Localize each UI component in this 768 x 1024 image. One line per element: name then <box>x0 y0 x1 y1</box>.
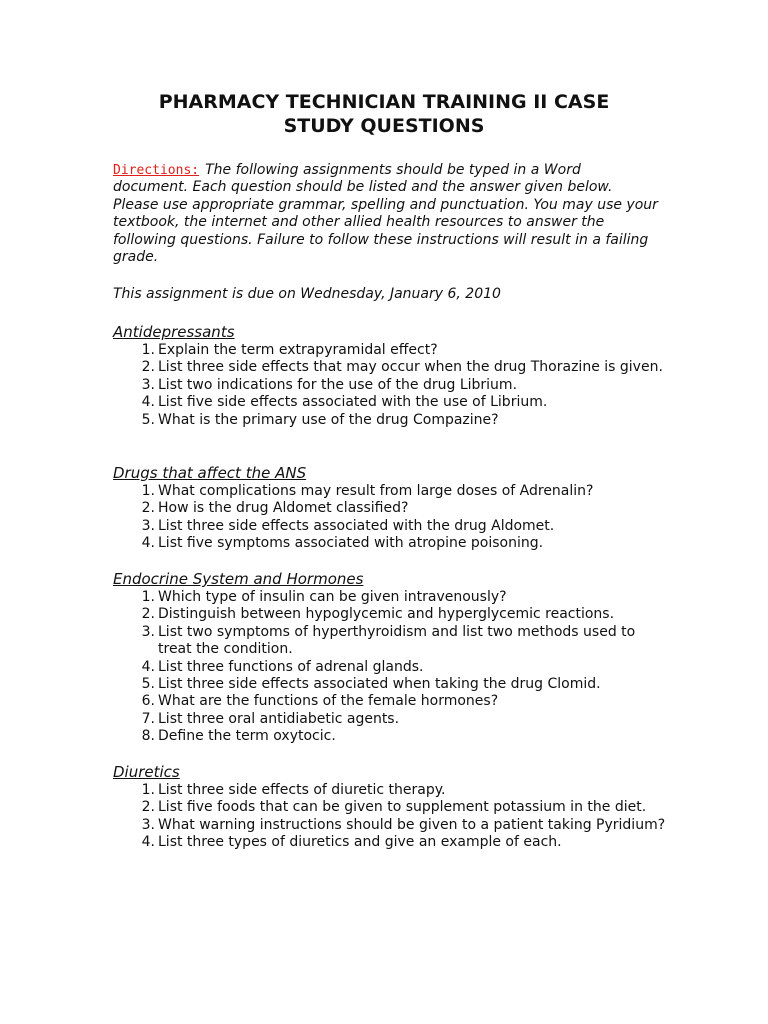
question-number: 4. <box>141 535 155 552</box>
question-text: List three types of diuretics and give an example of each. <box>158 834 562 851</box>
title-line-2: STUDY QUESTIONS <box>283 115 485 137</box>
question-item <box>113 711 673 728</box>
question-text: List three side effects associated when taking the drug Clomid. <box>158 676 601 693</box>
question-list <box>113 782 673 852</box>
question-item <box>113 624 673 659</box>
question-number: 7. <box>141 710 155 727</box>
question-number: 2. <box>141 359 155 376</box>
question-item <box>113 693 673 710</box>
section-drugs-ans <box>113 464 673 553</box>
question-text: List three oral antidiabetic agents. <box>158 710 400 727</box>
question-item <box>113 359 673 376</box>
section-diuretics <box>113 763 673 852</box>
question-item <box>113 412 673 429</box>
question-item <box>113 728 673 745</box>
section-endocrine-hormones <box>113 570 673 746</box>
question-item <box>113 782 673 799</box>
question-list <box>113 342 673 429</box>
question-number: 4. <box>141 658 155 675</box>
question-item <box>113 535 673 552</box>
question-item <box>113 483 673 500</box>
question-text: List three side effects associated with the drug Aldomet. <box>158 517 555 534</box>
question-number: 5. <box>141 411 155 428</box>
question-text: Explain the term extrapyramidal effect? <box>158 342 438 358</box>
question-text: How is the drug Aldomet classified? <box>158 500 409 517</box>
section-heading: Diuretics <box>113 763 180 781</box>
question-text: List three functions of adrenal glands. <box>158 658 424 675</box>
question-item <box>113 659 673 676</box>
question-list <box>113 589 673 746</box>
question-number: 4. <box>141 834 155 851</box>
question-item <box>113 589 673 606</box>
question-item <box>113 834 673 851</box>
question-text: List five side effects associated with the use of Librium. <box>158 394 548 411</box>
question-number: 1. <box>141 342 155 358</box>
question-text: Distinguish between hypoglycemic and hyperglycemic reactions. <box>158 606 615 623</box>
question-item <box>113 342 673 359</box>
question-text: Which type of insulin can be given intravenously? <box>158 589 507 605</box>
question-text: List three side effects of diuretic therapy. <box>158 782 446 798</box>
question-item <box>113 518 673 535</box>
question-number: 5. <box>141 676 155 693</box>
question-item <box>113 500 673 517</box>
directions-label: Directions: <box>113 163 200 178</box>
question-list <box>113 483 673 553</box>
question-number: 3. <box>141 816 155 833</box>
question-text: List five foods that can be given to supplement potassium in the diet. <box>158 799 647 816</box>
section-heading: Endocrine System and Hormones <box>113 570 364 588</box>
question-item <box>113 394 673 411</box>
title-line-1: PHARMACY TECHNICIAN TRAINING II CASE <box>158 91 610 113</box>
question-text: What are the functions of the female hormones? <box>158 693 499 710</box>
question-text: What is the primary use of the drug Compazine? <box>158 411 499 428</box>
question-number: 3. <box>141 376 155 393</box>
question-text: List two indications for the use of the drug Librium. <box>158 376 518 393</box>
question-number: 2. <box>141 799 155 816</box>
question-text: What complications may result from large doses of Adrenalin? <box>158 483 594 499</box>
question-text: What warning instructions should be given to a patient taking Pyridium? <box>158 816 666 833</box>
question-text: List five symptoms associated with atropine poisoning. <box>158 535 544 552</box>
question-number: 1. <box>141 782 155 798</box>
question-text: List three side effects that may occur when the drug Thorazine is given. <box>158 359 663 376</box>
question-item <box>113 676 673 693</box>
question-item <box>113 817 673 834</box>
question-number: 4. <box>141 394 155 411</box>
question-number: 3. <box>141 623 155 640</box>
section-heading: Antidepressants <box>113 323 235 341</box>
question-number: 8. <box>141 728 155 745</box>
question-number: 3. <box>141 517 155 534</box>
question-number: 1. <box>141 483 155 499</box>
question-number: 2. <box>141 500 155 517</box>
due-date-note: This assignment is due on Wednesday, January 6, 2010 <box>113 286 501 302</box>
question-number: 2. <box>141 606 155 623</box>
question-number: 6. <box>141 693 155 710</box>
directions-text: The following assignments should be typed in a Word document. Each question should be listed and the answer given below. Please use appropriate grammar, spelling and punctuation. You may use your textbook, the internet and other allied health resources to answer the following questions. Failure to follow these instructions will result in a failing grade. <box>113 162 658 266</box>
question-text: Define the term oxytocic. <box>158 728 336 745</box>
question-number: 1. <box>141 589 155 605</box>
question-item <box>113 377 673 394</box>
directions-paragraph <box>113 162 658 266</box>
section-antidepressants <box>113 323 673 429</box>
question-item <box>113 799 673 816</box>
question-item <box>113 606 673 623</box>
section-heading: Drugs that affect the ANS <box>113 464 307 482</box>
document-title <box>100 90 668 138</box>
question-text: List two symptoms of hyperthyroidism and list two methods used to treat the condition. <box>158 623 636 658</box>
